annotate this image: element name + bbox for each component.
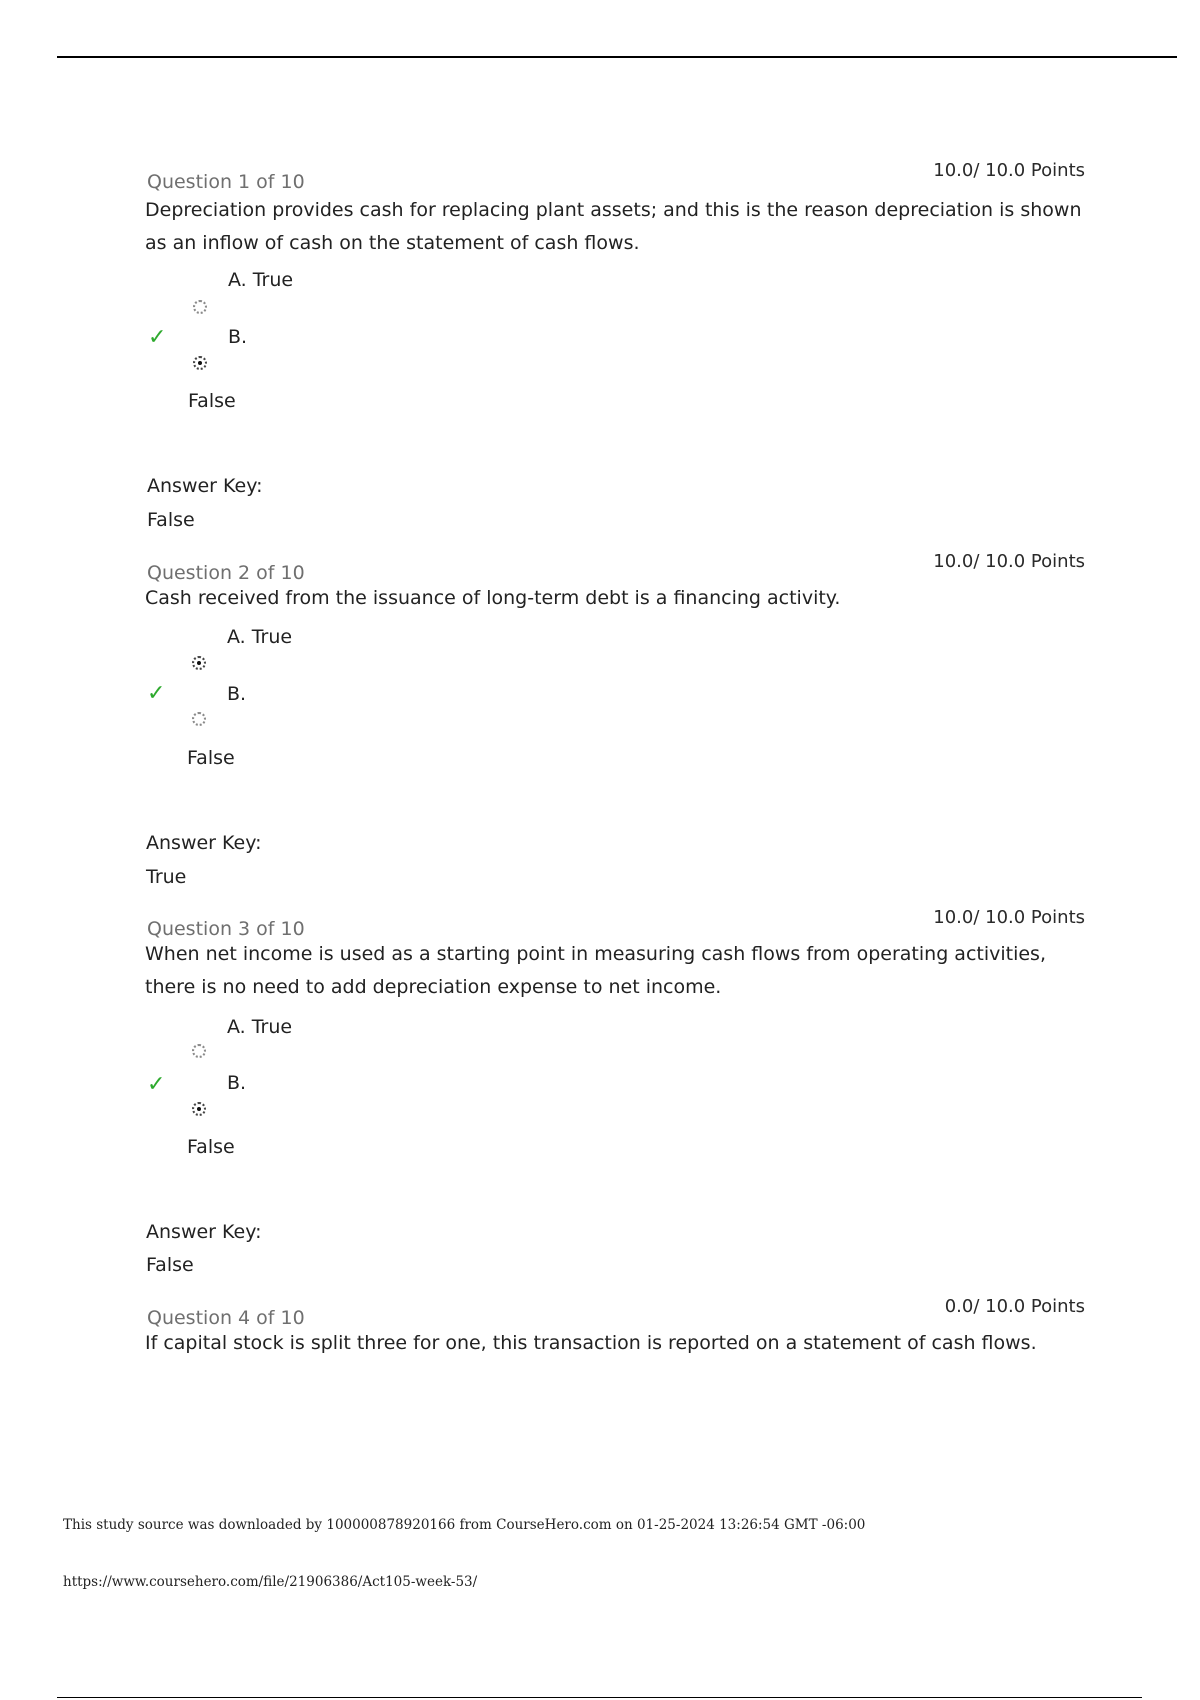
- question-4-points: 0.0/ 10.0 Points: [944, 1296, 1085, 1317]
- question-2-option-b-label: B.: [227, 683, 247, 705]
- question-3-option-a-label: A. True: [227, 1016, 293, 1038]
- top-divider: [57, 56, 1177, 58]
- question-1-option-b-text: False: [188, 390, 236, 412]
- question-2-option-a-label: A. True: [227, 626, 293, 648]
- question-1-option-a-label: A. True: [228, 269, 294, 291]
- question-1-heading: Question 1 of 10: [147, 171, 305, 193]
- question-2-option-b-text: False: [187, 747, 235, 769]
- question-3-answer-key-value: False: [146, 1254, 194, 1276]
- question-2-option-b-radio[interactable]: [192, 712, 206, 726]
- question-1-points: 10.0/ 10.0 Points: [933, 160, 1085, 181]
- question-2-points: 10.0/ 10.0 Points: [933, 551, 1085, 572]
- question-2-text: Cash received from the issuance of long-term debt is a financing activity.: [145, 587, 841, 609]
- question-3-answer-key-label: Answer Key:: [146, 1221, 262, 1243]
- download-note: This study source was downloaded by 100000878920166 from CourseHero.com on 01-25-2024 13:26:54 GMT -06:00: [63, 1517, 866, 1533]
- question-3-correct-check-icon: ✓: [147, 1072, 166, 1097]
- source-url[interactable]: https://www.coursehero.com/file/21906386/Act105-week-53/: [63, 1574, 478, 1590]
- question-3-option-a-radio[interactable]: [192, 1044, 206, 1058]
- question-1-option-b-label: B.: [228, 326, 248, 348]
- question-2-answer-key-label: Answer Key:: [146, 832, 262, 854]
- question-2-option-a-radio[interactable]: [192, 656, 206, 670]
- question-2-heading: Question 2 of 10: [147, 562, 305, 584]
- question-3-heading: Question 3 of 10: [147, 918, 305, 940]
- question-4-text: If capital stock is split three for one, this transaction is reported on a statement of cash flows.: [145, 1332, 1037, 1354]
- question-1-option-b-radio[interactable]: [193, 356, 207, 370]
- question-4-heading: Question 4 of 10: [147, 1307, 305, 1329]
- question-3-text: When net income is used as a starting point in measuring cash flows from operating activities, there is no need to add depreciation expense to net income.: [145, 943, 1046, 998]
- question-1-text: Depreciation provides cash for replacing plant assets; and this is the reason depreciation is shown as an inflow of cash on the statement of cash flows.: [145, 199, 1082, 254]
- question-3-option-b-text: False: [187, 1136, 235, 1158]
- question-3-points: 10.0/ 10.0 Points: [933, 907, 1085, 928]
- question-1-option-a-radio[interactable]: [193, 300, 207, 314]
- question-1-answer-key-label: Answer Key:: [147, 475, 263, 497]
- question-1-correct-check-icon: ✓: [148, 325, 167, 350]
- question-3-option-b-radio[interactable]: [192, 1102, 206, 1116]
- question-2-correct-check-icon: ✓: [147, 681, 166, 706]
- question-2-answer-key-value: True: [146, 866, 187, 888]
- question-1-answer-key-value: False: [147, 509, 195, 531]
- question-3-option-b-label: B.: [227, 1072, 247, 1094]
- bottom-divider: [57, 1697, 1142, 1698]
